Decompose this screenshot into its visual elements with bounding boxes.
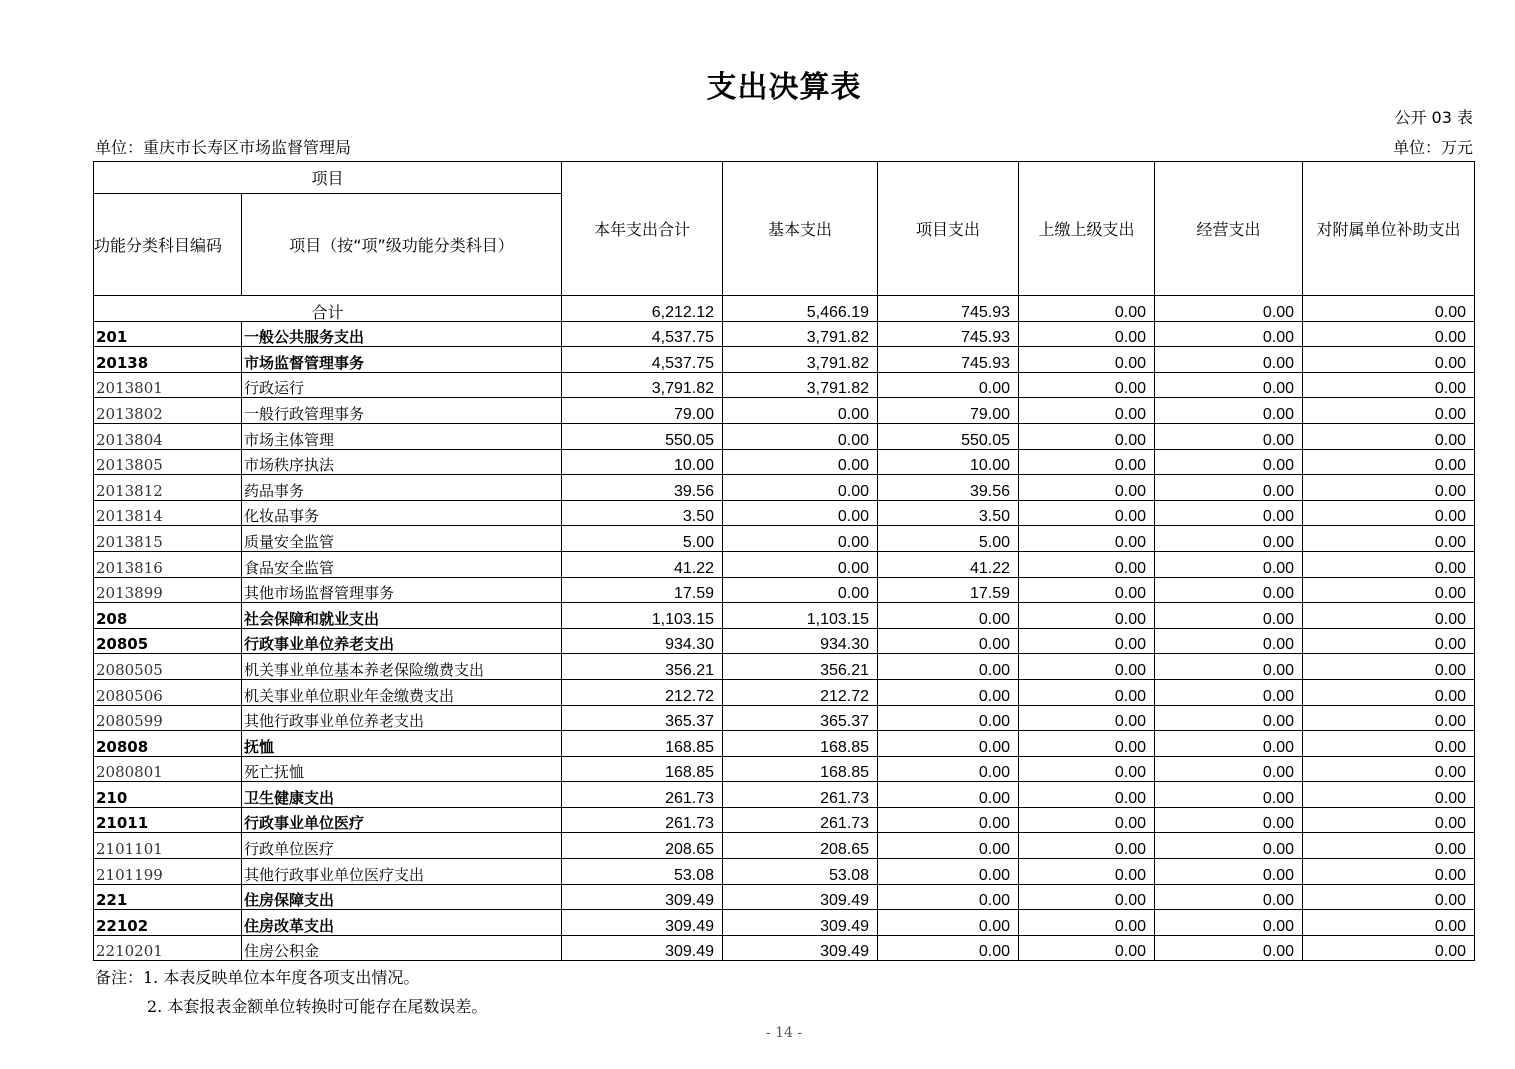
- name-cell: 社会保障和就业支出: [242, 603, 562, 629]
- amount-cell: 0.00: [1303, 449, 1475, 475]
- total-cell: 0.00: [1303, 296, 1475, 322]
- name-cell: 行政运行: [242, 372, 562, 398]
- table-row: [94, 475, 1475, 501]
- amount-cell: 0.00: [723, 551, 878, 577]
- amount-cell: 0.00: [878, 859, 1019, 885]
- amount-cell: 0.00: [878, 833, 1019, 859]
- table-row: [94, 731, 1475, 757]
- table-row: [94, 628, 1475, 654]
- amount-cell: 212.72: [723, 679, 878, 705]
- amount-cell: 168.85: [562, 731, 723, 757]
- name-cell: 药品事务: [242, 475, 562, 501]
- amount-cell: 0.00: [1019, 654, 1155, 680]
- table-row: [94, 423, 1475, 449]
- amount-cell: 3,791.82: [723, 321, 878, 347]
- amount-cell: 0.00: [1019, 628, 1155, 654]
- amount-cell: 0.00: [1303, 628, 1475, 654]
- amount-cell: 356.21: [562, 654, 723, 680]
- amount-cell: 0.00: [1019, 731, 1155, 757]
- name-cell: 死亡抚恤: [242, 756, 562, 782]
- amount-cell: 0.00: [1155, 551, 1303, 577]
- amount-cell: 0.00: [723, 398, 878, 424]
- form-number: 公开 03 表: [1394, 108, 1473, 127]
- table-row: [94, 782, 1475, 808]
- amount-cell: 0.00: [1019, 705, 1155, 731]
- name-cell: 质量安全监管: [242, 526, 562, 552]
- amount-cell: 0.00: [1155, 833, 1303, 859]
- amount-cell: 3.50: [878, 500, 1019, 526]
- amount-cell: 0.00: [1019, 398, 1155, 424]
- amount-cell: 4,537.75: [562, 347, 723, 373]
- name-cell: 机关事业单位基本养老保险缴费支出: [242, 654, 562, 680]
- amount-cell: 0.00: [878, 910, 1019, 936]
- amount-cell: 0.00: [1303, 654, 1475, 680]
- code-cell: 208: [94, 603, 242, 629]
- header-business: 经营支出: [1155, 162, 1303, 296]
- amount-cell: 5.00: [562, 526, 723, 552]
- amount-cell: 0.00: [1155, 910, 1303, 936]
- amount-cell: 365.37: [562, 705, 723, 731]
- amount-cell: 0.00: [1019, 423, 1155, 449]
- header-superior: 上缴上级支出: [1019, 162, 1155, 296]
- amount-cell: 356.21: [723, 654, 878, 680]
- code-cell: 2013804: [94, 423, 242, 449]
- amount-cell: 261.73: [723, 782, 878, 808]
- amount-cell: 39.56: [878, 475, 1019, 501]
- reporting-unit: 单位：重庆市长寿区市场监督管理局: [95, 138, 352, 157]
- amount-cell: 208.65: [723, 833, 878, 859]
- amount-cell: 53.08: [562, 859, 723, 885]
- amount-cell: 0.00: [878, 935, 1019, 961]
- header-total: 本年支出合计: [562, 162, 723, 296]
- name-cell: 抚恤: [242, 731, 562, 757]
- amount-cell: 934.30: [562, 628, 723, 654]
- amount-cell: 0.00: [1155, 423, 1303, 449]
- amount-cell: 0.00: [1303, 475, 1475, 501]
- amount-cell: 0.00: [1155, 731, 1303, 757]
- amount-cell: 0.00: [1303, 321, 1475, 347]
- code-cell: 2080505: [94, 654, 242, 680]
- name-cell: 住房公积金: [242, 935, 562, 961]
- amount-cell: 5.00: [878, 526, 1019, 552]
- amount-cell: 0.00: [1155, 398, 1303, 424]
- code-cell: 2080599: [94, 705, 242, 731]
- amount-cell: 168.85: [562, 756, 723, 782]
- table-row: [94, 833, 1475, 859]
- amount-cell: 0.00: [1303, 551, 1475, 577]
- amount-cell: 0.00: [1019, 782, 1155, 808]
- amount-cell: 0.00: [1303, 782, 1475, 808]
- amount-cell: 0.00: [1303, 756, 1475, 782]
- note-1: 备注：1. 本表反映单位本年度各项支出情况。: [95, 968, 420, 987]
- amount-cell: 0.00: [1155, 859, 1303, 885]
- amount-cell: 168.85: [723, 756, 878, 782]
- amount-cell: 3,791.82: [723, 347, 878, 373]
- amount-cell: 0.00: [1155, 500, 1303, 526]
- amount-cell: 0.00: [878, 807, 1019, 833]
- amount-cell: 0.00: [1019, 449, 1155, 475]
- table-row: [94, 705, 1475, 731]
- amount-cell: 745.93: [878, 321, 1019, 347]
- code-cell: 2013899: [94, 577, 242, 603]
- amount-cell: 0.00: [1155, 679, 1303, 705]
- table-row: [94, 603, 1475, 629]
- total-cell: 6,212.12: [562, 296, 723, 322]
- amount-cell: 0.00: [1303, 398, 1475, 424]
- amount-cell: 0.00: [1155, 756, 1303, 782]
- amount-cell: 0.00: [1303, 884, 1475, 910]
- name-cell: 住房改革支出: [242, 910, 562, 936]
- name-cell: 机关事业单位职业年金缴费支出: [242, 679, 562, 705]
- name-cell: 市场监督管理事务: [242, 347, 562, 373]
- code-cell: 201: [94, 321, 242, 347]
- code-cell: 22102: [94, 910, 242, 936]
- table-row: [94, 859, 1475, 885]
- amount-cell: 0.00: [878, 756, 1019, 782]
- amount-cell: 0.00: [1155, 705, 1303, 731]
- amount-cell: 41.22: [878, 551, 1019, 577]
- amount-cell: 0.00: [1303, 372, 1475, 398]
- amount-cell: 0.00: [1019, 372, 1155, 398]
- amount-cell: 0.00: [1155, 884, 1303, 910]
- amount-cell: 261.73: [562, 782, 723, 808]
- amount-cell: 17.59: [878, 577, 1019, 603]
- code-cell: 2013801: [94, 372, 242, 398]
- total-cell: 745.93: [878, 296, 1019, 322]
- amount-cell: 0.00: [1019, 756, 1155, 782]
- amount-cell: 0.00: [1303, 500, 1475, 526]
- amount-cell: 0.00: [1019, 500, 1155, 526]
- total-cell: 0.00: [1155, 296, 1303, 322]
- amount-cell: 0.00: [878, 731, 1019, 757]
- amount-cell: 0.00: [1155, 577, 1303, 603]
- header-project-expenditure: 项目支出: [878, 162, 1019, 296]
- table-row: [94, 679, 1475, 705]
- amount-cell: 3,791.82: [562, 372, 723, 398]
- amount-cell: 0.00: [1303, 935, 1475, 961]
- table-row: [94, 756, 1475, 782]
- amount-cell: 0.00: [1019, 859, 1155, 885]
- amount-cell: 0.00: [878, 628, 1019, 654]
- amount-cell: 79.00: [878, 398, 1019, 424]
- total-label: 合计: [94, 296, 562, 322]
- table-row: [94, 347, 1475, 373]
- amount-cell: 1,103.15: [723, 603, 878, 629]
- name-cell: 其他行政事业单位养老支出: [242, 705, 562, 731]
- amount-cell: 0.00: [1155, 807, 1303, 833]
- amount-cell: 0.00: [1019, 884, 1155, 910]
- table-row: [94, 654, 1475, 680]
- amount-cell: 0.00: [723, 475, 878, 501]
- amount-cell: 0.00: [1303, 910, 1475, 936]
- amount-cell: 0.00: [1019, 910, 1155, 936]
- notes: [95, 966, 487, 1024]
- code-cell: 21011: [94, 807, 242, 833]
- amount-cell: 550.05: [562, 423, 723, 449]
- amount-cell: 208.65: [562, 833, 723, 859]
- amount-cell: 934.30: [723, 628, 878, 654]
- amount-cell: 0.00: [1019, 679, 1155, 705]
- code-cell: 2101199: [94, 859, 242, 885]
- total-cell: 0.00: [1019, 296, 1155, 322]
- amount-cell: 53.08: [723, 859, 878, 885]
- amount-cell: 0.00: [1155, 526, 1303, 552]
- header-project: 项目: [94, 162, 562, 194]
- table-row: [94, 398, 1475, 424]
- code-cell: 2013805: [94, 449, 242, 475]
- table-row: [94, 372, 1475, 398]
- amount-cell: 0.00: [1155, 782, 1303, 808]
- amount-cell: 0.00: [1019, 603, 1155, 629]
- amount-cell: 3,791.82: [723, 372, 878, 398]
- code-cell: 20138: [94, 347, 242, 373]
- code-cell: 20805: [94, 628, 242, 654]
- amount-cell: 0.00: [1303, 859, 1475, 885]
- amount-cell: 0.00: [878, 372, 1019, 398]
- table-row: [94, 935, 1475, 961]
- amount-cell: 1,103.15: [562, 603, 723, 629]
- name-cell: 市场秩序执法: [242, 449, 562, 475]
- name-cell: 一般行政管理事务: [242, 398, 562, 424]
- currency-unit: 单位：万元: [1392, 138, 1473, 157]
- table-row: [94, 526, 1475, 552]
- amount-cell: 39.56: [562, 475, 723, 501]
- amount-cell: 745.93: [878, 347, 1019, 373]
- code-cell: 221: [94, 884, 242, 910]
- amount-cell: 0.00: [878, 603, 1019, 629]
- amount-cell: 0.00: [1303, 423, 1475, 449]
- amount-cell: 0.00: [1155, 654, 1303, 680]
- code-cell: 2013802: [94, 398, 242, 424]
- code-cell: 2013816: [94, 551, 242, 577]
- table-row: [94, 577, 1475, 603]
- amount-cell: 41.22: [562, 551, 723, 577]
- code-cell: 2080801: [94, 756, 242, 782]
- name-cell: 一般公共服务支出: [242, 321, 562, 347]
- amount-cell: 0.00: [723, 423, 878, 449]
- name-cell: 化妆品事务: [242, 500, 562, 526]
- name-cell: 行政单位医疗: [242, 833, 562, 859]
- amount-cell: 0.00: [723, 526, 878, 552]
- amount-cell: 0.00: [878, 782, 1019, 808]
- amount-cell: 0.00: [1019, 551, 1155, 577]
- expenditure-table: [93, 161, 1475, 961]
- table-row: [94, 500, 1475, 526]
- code-cell: 2013815: [94, 526, 242, 552]
- code-cell: 2013814: [94, 500, 242, 526]
- amount-cell: 3.50: [562, 500, 723, 526]
- code-cell: 210: [94, 782, 242, 808]
- amount-cell: 0.00: [1155, 628, 1303, 654]
- page-title: 支出决算表: [706, 70, 862, 105]
- amount-cell: 0.00: [1303, 833, 1475, 859]
- amount-cell: 17.59: [562, 577, 723, 603]
- table-row: [94, 551, 1475, 577]
- amount-cell: 0.00: [1303, 526, 1475, 552]
- amount-cell: 0.00: [1019, 347, 1155, 373]
- amount-cell: 212.72: [562, 679, 723, 705]
- name-cell: 卫生健康支出: [242, 782, 562, 808]
- table-row: [94, 884, 1475, 910]
- name-cell: 住房保障支出: [242, 884, 562, 910]
- amount-cell: 0.00: [878, 884, 1019, 910]
- amount-cell: 0.00: [1303, 347, 1475, 373]
- amount-cell: 0.00: [1019, 475, 1155, 501]
- amount-cell: 0.00: [1155, 372, 1303, 398]
- name-cell: 行政事业单位医疗: [242, 807, 562, 833]
- amount-cell: 309.49: [723, 910, 878, 936]
- code-cell: 2101101: [94, 833, 242, 859]
- amount-cell: 0.00: [723, 449, 878, 475]
- amount-cell: 10.00: [562, 449, 723, 475]
- note-2: 2. 本套报表金额单位转换时可能存在尾数误差。: [147, 997, 488, 1016]
- amount-cell: 0.00: [1303, 679, 1475, 705]
- table-row: [94, 910, 1475, 936]
- name-cell: 食品安全监管: [242, 551, 562, 577]
- header-name: 项目（按“项”级功能分类科目）: [242, 194, 562, 296]
- page-number: - 14 -: [765, 1025, 803, 1041]
- code-cell: 2210201: [94, 935, 242, 961]
- name-cell: 行政事业单位养老支出: [242, 628, 562, 654]
- code-cell: 2080506: [94, 679, 242, 705]
- table-row: [94, 449, 1475, 475]
- code-cell: 2013812: [94, 475, 242, 501]
- amount-cell: 261.73: [562, 807, 723, 833]
- amount-cell: 0.00: [1019, 577, 1155, 603]
- amount-cell: 0.00: [1303, 731, 1475, 757]
- name-cell: 其他行政事业单位医疗支出: [242, 859, 562, 885]
- amount-cell: 309.49: [562, 910, 723, 936]
- table-row: [94, 321, 1475, 347]
- total-row: [94, 296, 1475, 322]
- amount-cell: 0.00: [878, 679, 1019, 705]
- amount-cell: 309.49: [562, 884, 723, 910]
- header-code: 功能分类科目编码: [94, 194, 242, 296]
- amount-cell: 0.00: [1303, 807, 1475, 833]
- header-subsidy: 对附属单位补助支出: [1303, 162, 1475, 296]
- name-cell: 市场主体管理: [242, 423, 562, 449]
- amount-cell: 0.00: [1155, 603, 1303, 629]
- amount-cell: 0.00: [1303, 577, 1475, 603]
- amount-cell: 309.49: [562, 935, 723, 961]
- amount-cell: 4,537.75: [562, 321, 723, 347]
- amount-cell: 0.00: [1019, 321, 1155, 347]
- amount-cell: 0.00: [1303, 705, 1475, 731]
- amount-cell: 0.00: [1155, 347, 1303, 373]
- amount-cell: 10.00: [878, 449, 1019, 475]
- amount-cell: 0.00: [1019, 807, 1155, 833]
- amount-cell: 0.00: [723, 500, 878, 526]
- amount-cell: 0.00: [1019, 833, 1155, 859]
- amount-cell: 79.00: [562, 398, 723, 424]
- amount-cell: 0.00: [1019, 526, 1155, 552]
- amount-cell: 0.00: [723, 577, 878, 603]
- total-cell: 5,466.19: [723, 296, 878, 322]
- amount-cell: 309.49: [723, 884, 878, 910]
- amount-cell: 261.73: [723, 807, 878, 833]
- amount-cell: 0.00: [1155, 475, 1303, 501]
- amount-cell: 0.00: [1155, 449, 1303, 475]
- amount-cell: 365.37: [723, 705, 878, 731]
- amount-cell: 168.85: [723, 731, 878, 757]
- amount-cell: 0.00: [1155, 935, 1303, 961]
- amount-cell: 309.49: [723, 935, 878, 961]
- code-cell: 20808: [94, 731, 242, 757]
- amount-cell: 0.00: [878, 705, 1019, 731]
- header-basic: 基本支出: [723, 162, 878, 296]
- table-row: [94, 807, 1475, 833]
- amount-cell: 550.05: [878, 423, 1019, 449]
- amount-cell: 0.00: [878, 654, 1019, 680]
- amount-cell: 0.00: [1019, 935, 1155, 961]
- name-cell: 其他市场监督管理事务: [242, 577, 562, 603]
- amount-cell: 0.00: [1155, 321, 1303, 347]
- amount-cell: 0.00: [1303, 603, 1475, 629]
